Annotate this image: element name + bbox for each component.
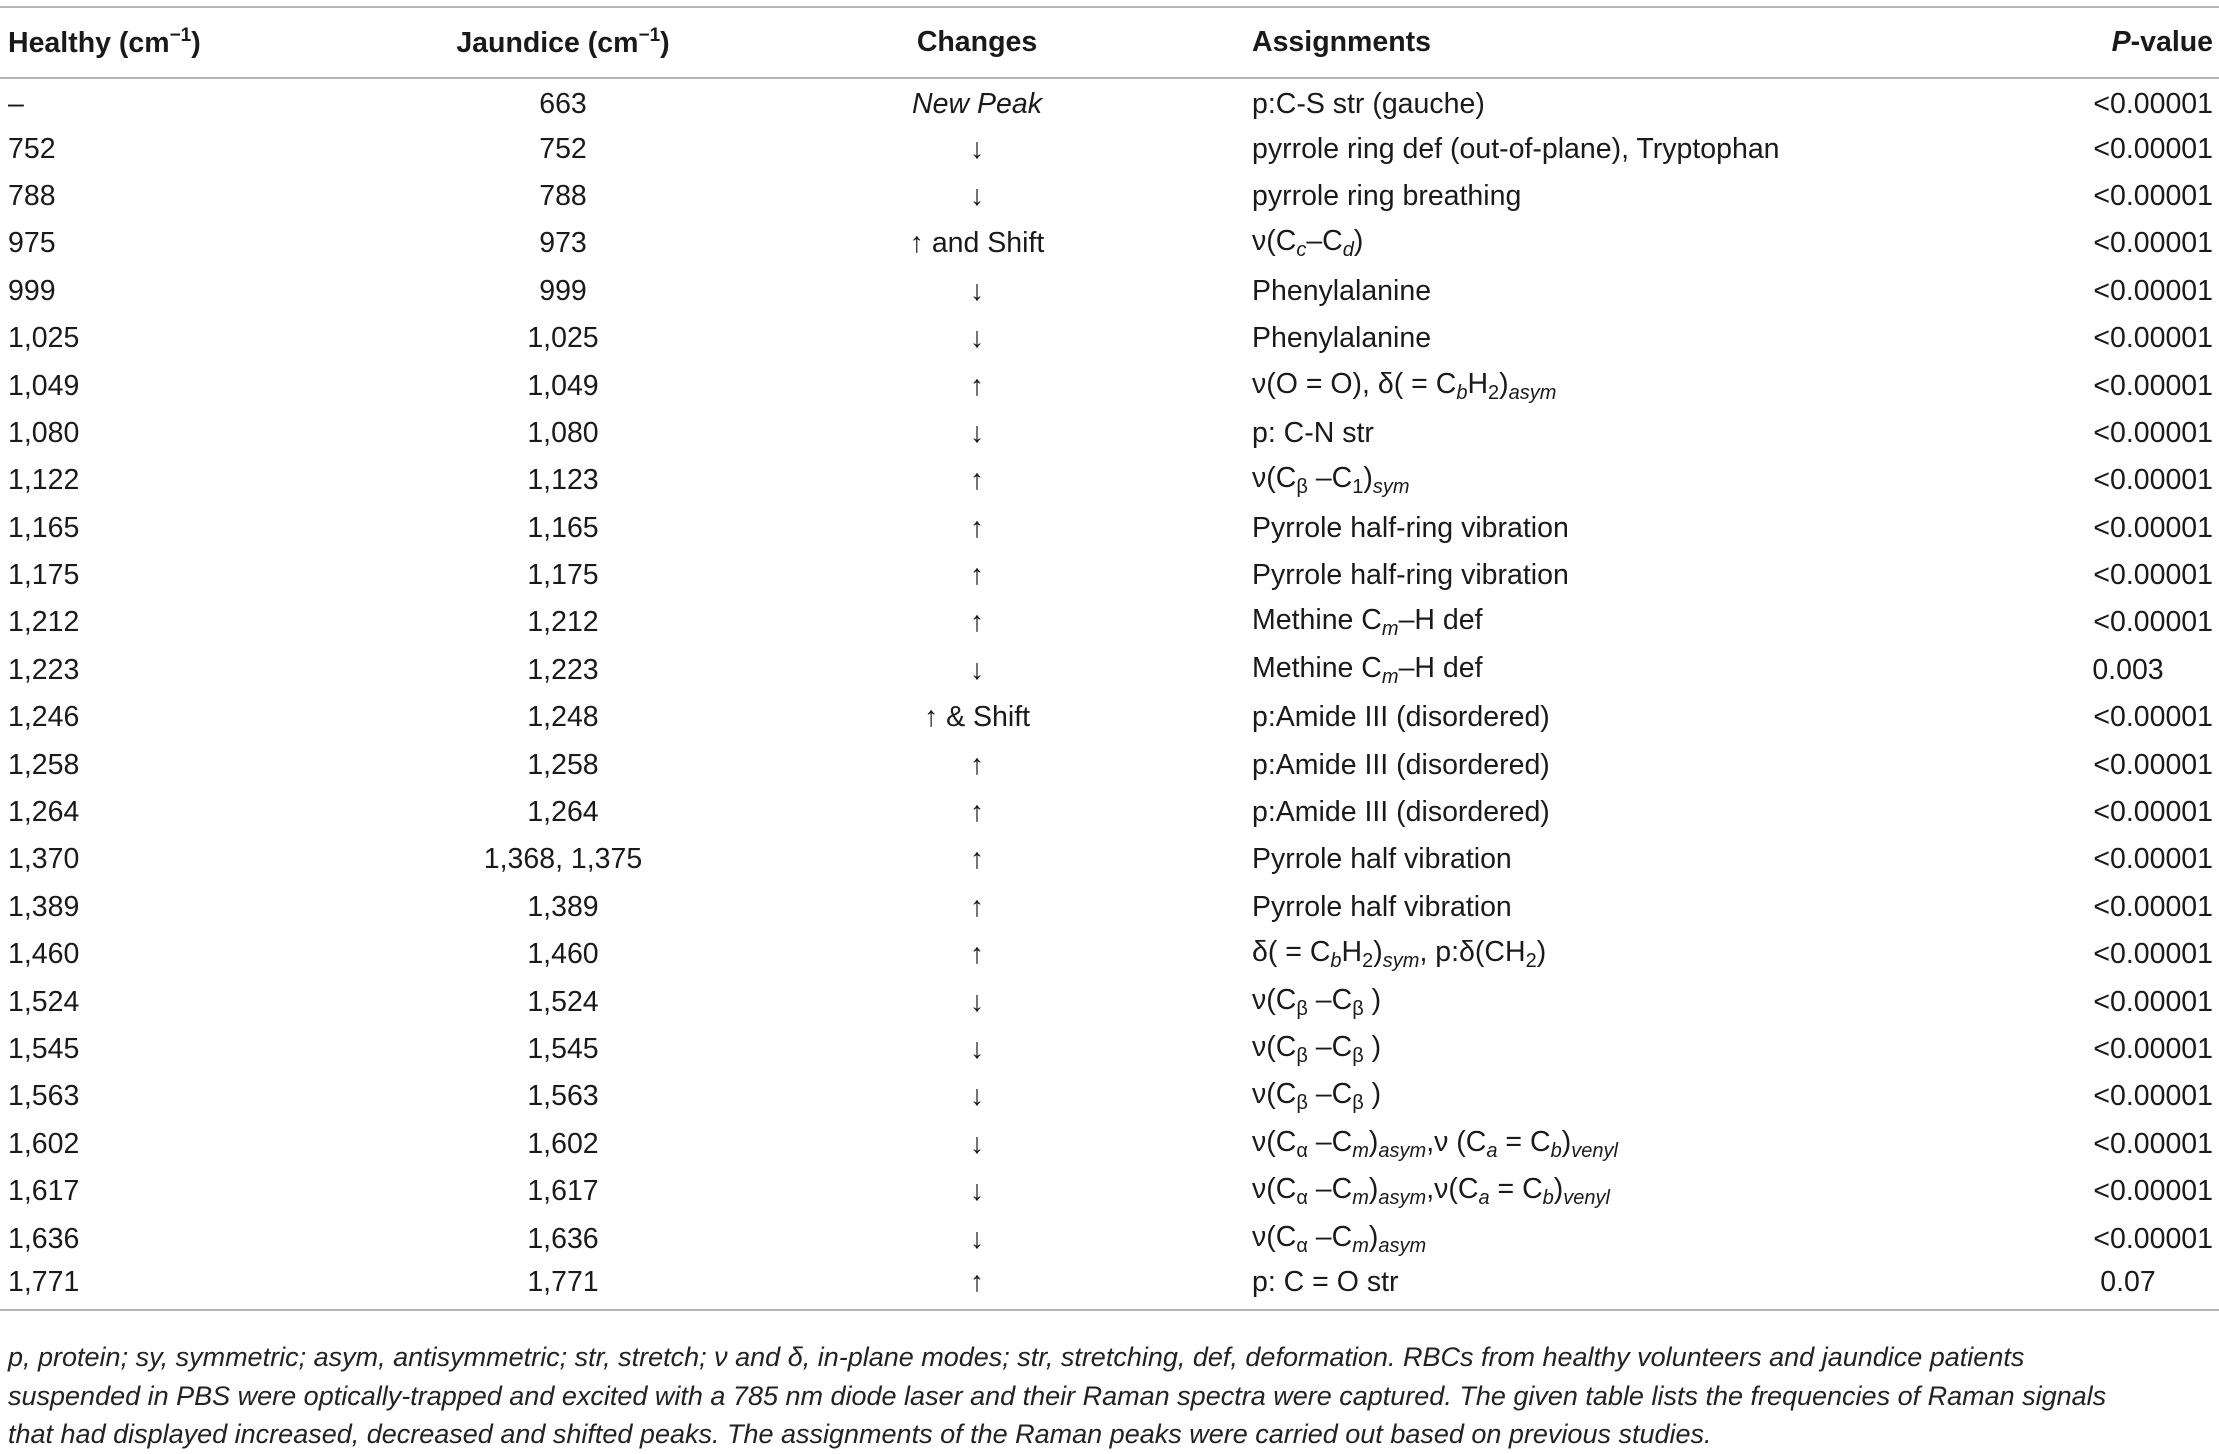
cell-assignment: p:Amide III (disordered): [1252, 796, 1550, 829]
cell-assignment: ν(O = O), $\delta( = C_bH_2)_{asym}$: [1252, 367, 1557, 404]
cell-pvalue: [1963, 1026, 2219, 1073]
cell-jaundice: 1,248: [527, 701, 599, 734]
cell-pvalue: [1963, 268, 2219, 315]
table-row: [0, 552, 2219, 599]
cell-assignment: pyrrole ring breathing: [1252, 179, 1522, 212]
cell-healthy: 999: [8, 274, 56, 307]
cell-jaundice: 1,602: [527, 1127, 599, 1160]
cell-changes: ↑: [969, 748, 985, 781]
table-row: [0, 173, 2219, 220]
cell-changes: ↑ & Shift: [923, 701, 1031, 734]
cell-healthy: 1,212: [8, 606, 80, 639]
cell-pvalue: [1963, 220, 2219, 267]
pvalue-text: <0.00001: [2093, 890, 2213, 923]
cell-jaundice: 1,460: [527, 938, 599, 971]
pvalue-text: <0.00001: [2093, 132, 2213, 165]
cell-jaundice: 1,175: [527, 559, 599, 592]
cell-pvalue: [1963, 741, 2219, 788]
cell-assignment: $\nu(C_\alpha$ $-C_m)_{asym},\nu$ $(C_a = C_b)_{venyl}$: [1252, 1125, 1618, 1162]
cell-pvalue: [1963, 694, 2219, 741]
cell-changes: ↑: [969, 369, 985, 402]
table-row: [0, 1073, 2219, 1120]
cell-pvalue: [1963, 315, 2219, 362]
cell-jaundice: 1,389: [527, 890, 599, 923]
cell-assignment: $\nu(C_\beta$ $-C_\beta$ ): [1252, 983, 1382, 1020]
cell-changes: ↓: [969, 274, 985, 307]
pvalue-text: <0.00001: [2093, 274, 2213, 307]
cell-healthy: 1,122: [8, 464, 80, 497]
cell-assignment: $\nu(C_c-C_d)$: [1252, 225, 1364, 262]
pvalue-text: <0.00001: [2093, 179, 2213, 212]
pvalue-text: 0.07: [2100, 1266, 2156, 1299]
pvalue-text: <0.00001: [2093, 1175, 2213, 1208]
table-row: [0, 884, 2219, 931]
cell-changes: ↓: [969, 1080, 985, 1113]
pvalue-text: <0.00001: [2093, 938, 2213, 971]
cell-assignment: $\nu(C_\beta$ $-C_1)_{sym}$: [1252, 462, 1410, 499]
cell-assignment: Methine $C_m-H$ def: [1252, 651, 1483, 688]
cell-changes: ↓: [969, 322, 985, 355]
cell-jaundice: 1,049: [527, 369, 599, 402]
cell-jaundice: 973: [539, 227, 587, 260]
raman-peaks-table: [0, 6, 2219, 1311]
cell-pvalue: [1963, 457, 2219, 504]
cell-assignment: Pyrrole half-ring vibration: [1252, 511, 1569, 544]
cell-healthy: 975: [8, 227, 56, 260]
pvalue-text: <0.00001: [2093, 87, 2213, 120]
cell-jaundice: 1,636: [527, 1222, 599, 1255]
cell-assignment: $\delta( = C_bH_2)_{sym}$, $p:\delta(CH_2)$: [1252, 936, 1547, 973]
cell-changes: ↑: [969, 796, 985, 829]
cell-assignment: $\nu(C_\alpha$ $-C_m)_{asym},\nu(C_a = C_b)_{venyl}$: [1252, 1173, 1610, 1210]
cell-healthy: –: [8, 87, 24, 120]
pvalue-text: <0.00001: [2093, 511, 2213, 544]
pvalue-text: <0.00001: [2093, 464, 2213, 497]
cell-healthy: 752: [8, 132, 56, 165]
cell-assignment: p:Amide III (disordered): [1252, 748, 1550, 781]
cell-assignment: p:C-S str (gauche): [1252, 87, 1485, 120]
table-row: [0, 1263, 2219, 1310]
header-assignments: Assignments: [1166, 7, 1963, 78]
cell-jaundice: 1,563: [527, 1080, 599, 1113]
cell-jaundice: 1,123: [527, 464, 599, 497]
pvalue-text: <0.00001: [2093, 796, 2213, 829]
cell-jaundice: 1,524: [527, 985, 599, 1018]
cell-changes: ↓: [969, 1127, 985, 1160]
cell-pvalue: [1963, 125, 2219, 172]
cell-pvalue: [1963, 789, 2219, 836]
cell-jaundice: 1,368, 1,375: [483, 843, 643, 876]
cell-healthy: 1,389: [8, 890, 80, 923]
cell-assignment: Methine $C_m-H$ def: [1252, 604, 1483, 641]
cell-jaundice: 1,212: [527, 606, 599, 639]
cell-pvalue: [1963, 1263, 2219, 1310]
cell-healthy: 1,258: [8, 748, 80, 781]
table-row: [0, 789, 2219, 836]
cell-healthy: 1,175: [8, 559, 80, 592]
table-row: [0, 410, 2219, 457]
pvalue-text: <0.00001: [2093, 606, 2213, 639]
cell-jaundice: 1,771: [338, 1263, 788, 1310]
pvalue-text: <0.00001: [2093, 1127, 2213, 1160]
pvalue-text: <0.00001: [2093, 701, 2213, 734]
cell-pvalue: [1963, 884, 2219, 931]
table-row: [0, 315, 2219, 362]
cell-pvalue: [1963, 647, 2219, 694]
table-footnote: p, protein; sy, symmetric; asym, antisymmetric; str, stretch; ν and δ, in-plane modes; str, stretching, def, deformation. RBCs from healthy volunteers and jaundice patients suspended in PBS were optically-trapped and excited with a 785 nm diode laser and their Raman spectra were captured. The given table lists the frequencies of Raman signals that had displayed increased, decreased and shifted peaks. The assignments of the Raman peaks were carried out based on previous studies.: [8, 1342, 2107, 1449]
table-row: [0, 1168, 2219, 1215]
cell-assignment: Phenylalanine: [1252, 322, 1432, 355]
cell-assignment: p:Amide III (disordered): [1252, 701, 1550, 734]
cell-pvalue: [1963, 410, 2219, 457]
cell-healthy: 1,460: [8, 938, 80, 971]
cell-healthy: 1,025: [8, 322, 80, 355]
cell-jaundice: 1,165: [527, 511, 599, 544]
cell-changes: ↑: [969, 890, 985, 923]
cell-jaundice: 1,025: [527, 322, 599, 355]
cell-assignment: pyrrole ring def (out-of-plane), Tryptophan: [1252, 132, 1780, 165]
cell-assignment: Pyrrole half vibration: [1252, 890, 1512, 923]
cell-healthy: 1,223: [8, 653, 80, 686]
cell-changes: ↑: [969, 511, 985, 544]
cell-healthy: 788: [8, 179, 56, 212]
table-body: [0, 78, 2219, 1310]
table-row: [0, 457, 2219, 504]
table-row: [0, 694, 2219, 741]
cell-changes: ↓: [969, 653, 985, 686]
pvalue-text: <0.00001: [2093, 559, 2213, 592]
cell-healthy: 1,617: [8, 1175, 80, 1208]
cell-pvalue: [1963, 1073, 2219, 1120]
table-row: [0, 741, 2219, 788]
cell-pvalue: [1963, 552, 2219, 599]
cell-pvalue: [1963, 931, 2219, 978]
pvalue-text: <0.00001: [2093, 985, 2213, 1018]
cell-changes: ↓: [969, 179, 985, 212]
cell-healthy: 1,563: [8, 1080, 80, 1113]
cell-healthy: 1,602: [8, 1127, 80, 1160]
cell-changes: ↓: [969, 416, 985, 449]
cell-pvalue: [1963, 836, 2219, 883]
cell-assignment: Pyrrole half-ring vibration: [1252, 559, 1569, 592]
table-row: [0, 647, 2219, 694]
cell-changes: ↑ and Shift: [909, 227, 1045, 260]
table-row: [0, 599, 2219, 646]
cell-healthy: 1,264: [8, 796, 80, 829]
cell-pvalue: [1963, 505, 2219, 552]
table-row: [0, 836, 2219, 883]
table-row: [0, 268, 2219, 315]
cell-jaundice: 1,223: [527, 653, 599, 686]
cell-assignment: $\nu(C_\beta$ $-C_\beta$ ): [1252, 1031, 1382, 1067]
cell-changes: ↑: [969, 938, 985, 971]
cell-healthy: 1,771: [0, 1263, 338, 1310]
cell-healthy: 1,049: [8, 369, 80, 402]
cell-pvalue: [1963, 1168, 2219, 1215]
cell-pvalue: [1963, 1215, 2219, 1262]
table-row: [0, 978, 2219, 1025]
pvalue-text: <0.00001: [2093, 416, 2213, 449]
table-row: [0, 1121, 2219, 1168]
cell-pvalue: [1963, 978, 2219, 1025]
pvalue-text: <0.00001: [2093, 227, 2213, 260]
header-jaundice: Jaundice $(cm^{-1})$: [338, 7, 788, 78]
cell-pvalue: [1963, 78, 2219, 125]
cell-healthy: 1,370: [8, 843, 80, 876]
table-row: [0, 1215, 2219, 1262]
header-pvalue: P-value: [1963, 7, 2219, 78]
pvalue-text: 0.003: [2092, 653, 2164, 686]
pvalue-text: <0.00001: [2093, 748, 2213, 781]
table-row: [0, 1026, 2219, 1073]
cell-jaundice: 1,617: [527, 1175, 599, 1208]
cell-changes: ↓: [969, 1222, 985, 1255]
table-row: [0, 362, 2219, 409]
pvalue-text: <0.00001: [2093, 1222, 2213, 1255]
cell-jaundice: 1,264: [527, 796, 599, 829]
cell-jaundice: 788: [539, 179, 587, 212]
table-row: [0, 505, 2219, 552]
table-header-row: [0, 7, 2219, 78]
cell-jaundice: 752: [539, 132, 587, 165]
table-row: [0, 78, 2219, 125]
cell-healthy: 1,246: [8, 701, 80, 734]
cell-changes: ↓: [969, 1033, 985, 1065]
cell-changes: ↑: [969, 606, 985, 639]
cell-healthy: 1,636: [8, 1222, 80, 1255]
cell-jaundice: 1,258: [527, 748, 599, 781]
cell-assignment: Pyrrole half vibration: [1252, 843, 1512, 876]
cell-changes: ↑: [969, 843, 985, 876]
cell-changes: ↑: [788, 1263, 1166, 1310]
cell-assignment: Phenylalanine: [1252, 274, 1432, 307]
cell-jaundice: 663: [539, 87, 587, 120]
cell-assignment: p: C-N str: [1252, 416, 1374, 449]
table-row: [0, 931, 2219, 978]
cell-healthy: 1,080: [8, 416, 80, 449]
cell-pvalue: [1963, 173, 2219, 220]
cell-changes: ↑: [969, 559, 985, 592]
table-row: [0, 220, 2219, 267]
pvalue-text: <0.00001: [2093, 843, 2213, 876]
cell-jaundice: 999: [539, 274, 587, 307]
pvalue-text: <0.00001: [2093, 369, 2213, 402]
pvalue-text: <0.00001: [2093, 1080, 2213, 1113]
cell-assignment: $\nu(C_\alpha$ $-C_m)_{asym}$: [1252, 1220, 1427, 1257]
pvalue-text: <0.00001: [2093, 322, 2213, 355]
cell-changes: New Peak: [912, 87, 1042, 120]
pvalue-text: <0.00001: [2093, 1033, 2213, 1065]
header-changes: Changes: [788, 7, 1166, 78]
cell-assignment: p: C = O str: [1166, 1263, 1963, 1310]
header-healthy: Healthy $(cm^{-1})$: [0, 7, 338, 78]
cell-changes: ↓: [969, 132, 985, 165]
cell-assignment: $\nu(C_\beta$ $-C_\beta$ ): [1252, 1078, 1382, 1115]
cell-jaundice: 1,080: [527, 416, 599, 449]
cell-pvalue: [1963, 599, 2219, 646]
cell-changes: ↓: [969, 1175, 985, 1208]
table-row: [0, 125, 2219, 172]
cell-pvalue: [1963, 362, 2219, 409]
cell-healthy: 1,524: [8, 985, 80, 1018]
cell-jaundice: 1,545: [527, 1033, 599, 1065]
cell-pvalue: [1963, 1121, 2219, 1168]
cell-changes: ↓: [969, 985, 985, 1018]
cell-changes: ↑: [969, 464, 985, 497]
cell-healthy: 1,545: [8, 1033, 80, 1065]
cell-healthy: 1,165: [8, 511, 80, 544]
